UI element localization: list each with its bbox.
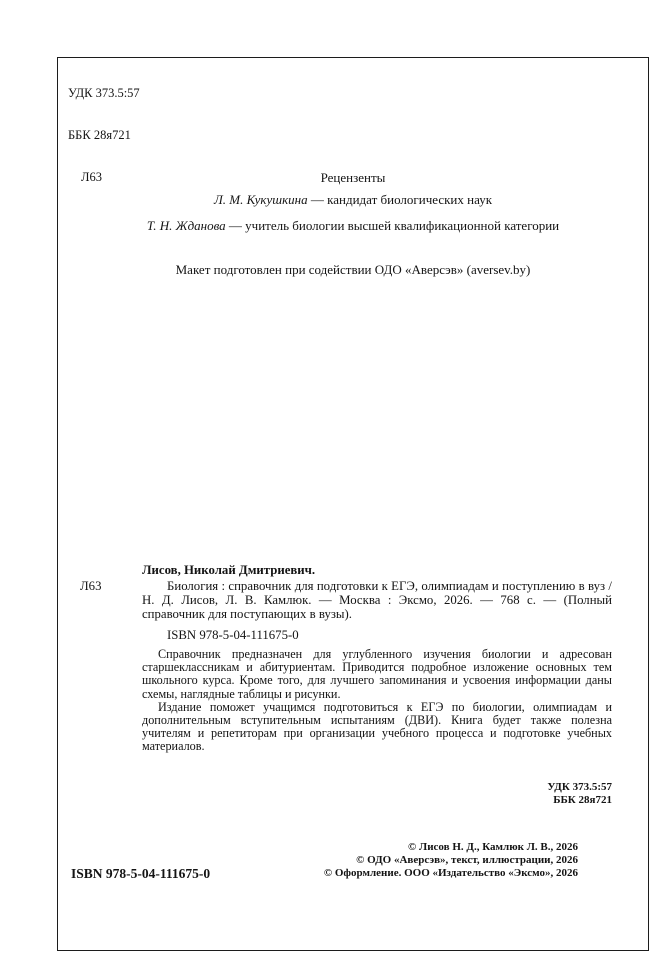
- reviewer-2-name: Т. Н. Жданова: [146, 218, 226, 233]
- reviewers-heading: Рецензенты: [320, 170, 386, 185]
- reviewers-section: [57, 171, 649, 232]
- author-sign-code-margin: Л63: [80, 579, 102, 593]
- reviewer-2-title: — учитель биологии высшей квалификационной категории: [225, 218, 560, 233]
- reviewer-1: [57, 193, 649, 206]
- bibliographic-description: Биология : справочник для подготовки к ЕГЭ, олимпиадам и поступлению в вуз / Н. Д. Лисов, Л. В. Камлюк. — Москва : Эксмо, 2026. — 768 с. — (Полный справочник для поступающих в вузы).: [142, 579, 612, 621]
- isbn-cataloging: ISBN 978-5-04-111675-0: [167, 628, 299, 642]
- copyright-line-text: © ОДО «Аверсэв», текст, иллюстрации, 2026: [356, 853, 578, 866]
- bbk-code-right: ББК 28я721: [553, 794, 612, 806]
- reviewer-1-name: Л. М. Кукушкина: [213, 192, 308, 207]
- author-sign-code: Л63: [81, 170, 102, 184]
- bibliographic-row: [80, 579, 612, 621]
- bbk-code: ББК 28я721: [68, 128, 131, 142]
- isbn-footer: ISBN 978-5-04-111675-0: [71, 866, 211, 881]
- cataloging-in-publication-block: [80, 563, 612, 754]
- udk-code-right: УДК 373.5:57: [547, 781, 612, 793]
- reviewer-1-title: — кандидат биологических наук: [307, 192, 493, 207]
- annotation-paragraph-1: Справочник предназначен для углубленного изучения биологии и адресован старшеклассникам и абитуриентам. Приводится подробное изложение основных тем школьного курса. Кроме того, для лучшего запоминания и усвоения информации даны схемы, наглядные таблицы и рисунки.: [142, 647, 612, 701]
- author-heading: Лисов, Николай Дмитриевич.: [142, 563, 316, 577]
- production-note: Макет подготовлен при содействии ОДО «Аверсэв» (aversev.by): [175, 262, 531, 277]
- udk-code: УДК 373.5:57: [68, 86, 140, 100]
- annotation-paragraph-2: Издание поможет учащимся подготовиться к ЕГЭ по биологии, олимпиадам и дополнительным вступительным испытаниям (ДВИ). Книга будет также полезна учителям и репетиторам при организации учебного процесса и подготовке учебных материалов.: [142, 699, 612, 754]
- reviewer-2: [57, 219, 649, 232]
- copyright-line-authors: © Лисов Н. Д., Камлюк Л. В., 2026: [408, 841, 578, 853]
- copyright-line-design: © Оформление. ООО «Издательство «Эксмо», 2026: [323, 866, 578, 879]
- classification-codes-right: [547, 781, 612, 807]
- copyright-block: [324, 841, 578, 879]
